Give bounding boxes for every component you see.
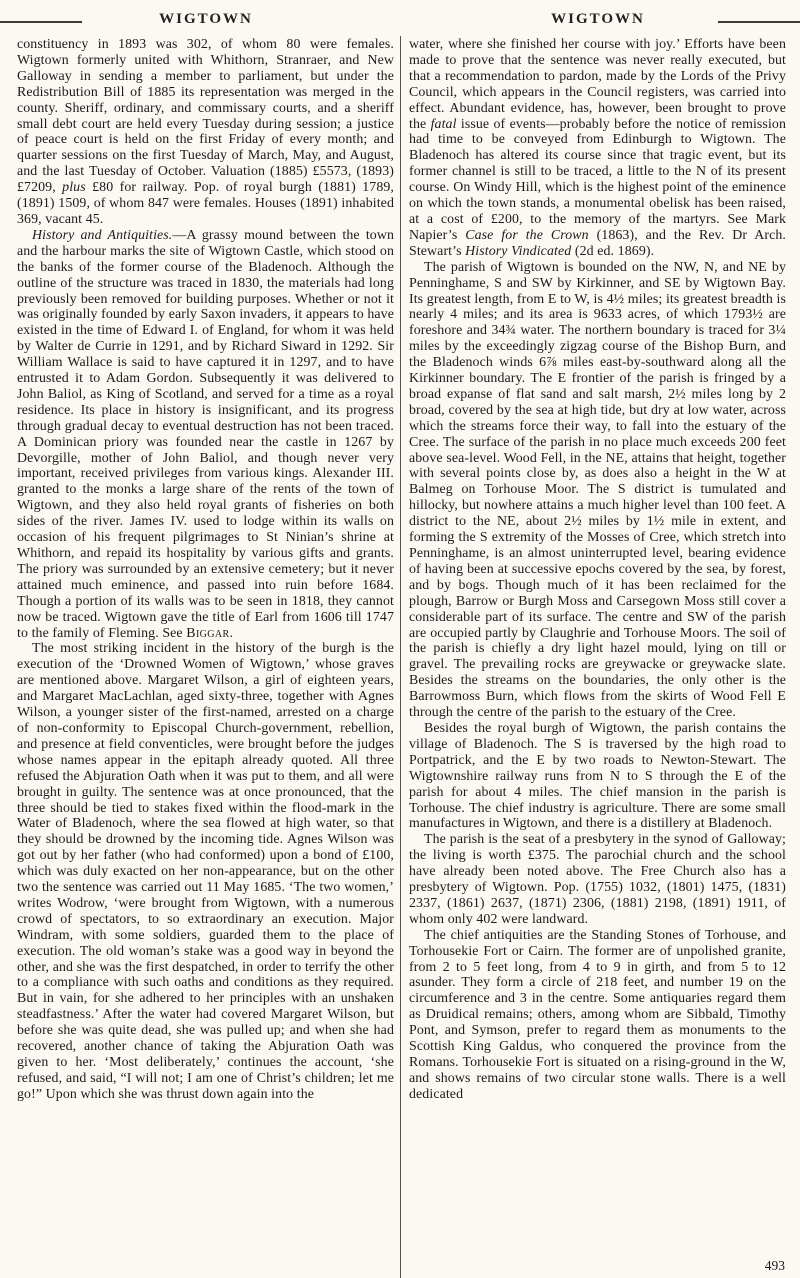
page-number: 493 — [764, 1258, 785, 1273]
text-segment: Biggar — [186, 625, 230, 641]
running-head-left: WIGTOWN — [159, 11, 253, 27]
paragraph — [409, 37, 786, 260]
text-segment: History and Antiquities. — [32, 227, 173, 243]
text-segment: Case for the Crown — [465, 227, 589, 243]
column-divider — [400, 36, 401, 1278]
text-segment: —A grassy mound between the town and the harbour marks the site of Wigtown Castle, which stood on the banks of the former course of the Bladenoch. Although the outline of the structure was traced in 1830, the materials had long previously been removed for building purposes. Whether or not it was originally founded by early Saxon invaders, it appears to have existed in the time of Edward I. of England, for whom it was held by Walter de Currie in 1291, and by Richard Siward in 1292. Sir William Wallace is said to have captured it in 1297, and to have entrusted it to Adam Gordon. Subsequently it was delivered to John Baliol, as King of Scotland, and served for a time as a royal residence. Its place in history is insignificant, and its progress through gradual decay to eventual destruction has not been traced. A Dominican priory was founded near the castle in 1267 by Devorgille, mother of John Baliol, and though never very important, received privileges from various kings. Alexander III. granted to the monks a large share of the rents of the town of Wigtown, and they also held royal grants of fisheries on both sides of the river. James IV. used to lodge within its walls on occasion of his frequent pilgrimages to St Ninian’s shrine at Whithorn, and repaid its hospitality by various gifts and grants. The priory was surrounded by an extensive cemetery; but it never attained much eminence, and passed into ruin before 1684. Though a portion of its walls was to be seen in 1818, they cannot now be traced. Wigtown gave the title of Earl from 1606 till 1747 to the family of Fleming. See — [17, 227, 395, 641]
text-segment: (2d ed. 1869). — [571, 243, 655, 259]
text-column-right — [409, 37, 786, 1103]
text-segment: water, where she finished her course with joy.’ Efforts have been made to prove that the sentence was never really executed, but that a recommendation to pardon, made by the Lords of the Privy Council, which appears in the Council registers, was carried into effect. Abundant evidence, has, however, been brought to prove the — [409, 37, 786, 132]
text-segment: The parish of Wigtown is bounded on the NW, N, and NE by Penninghame, S and SW by Kirkinner, and SE by Wigtown Bay. Its greatest length, from E to W, is 4½ miles; its greatest breadth is nearly 4 miles; and its area is 9633 acres, of which 1793½ are foreshore and 34¾ water. The northern boundary is traced for 3¼ miles by the exceedingly zigzag course of the Bishop Burn, and the Bladenoch winds 6⅞ miles east-by-southward along all the Kirkinner boundary. The E frontier of the parish is fringed by a broad expanse of flat sand and salt marsh, 2½ miles long by 2 broad, covered by the sea at high tide, but dry at low water, across which the streams force their way, to fall into the estuary of the Cree. The surface of the parish in no place much exceeds 200 feet above sea-level. Wood Fell, in the NE, attains that height, together with several points close by, as does also a height in the W at Balmeg on Torhouse Moor. The S district is tumulated and hillocky, but nowhere attains a much higher level than 100 feet. A district to the NE, about 2½ miles by 1½ mile in extent, and forming the S extremity of the Mosses of Cree, which stretch into Penninghame, is an almost uninterrupted level, bearing evidence of having been at successive epochs covered by the sea, by forest, and by bogs. Though much of it has been reclaimed for the plough, Barrow or Burgh Moss and Carsegown Moss still cover a considerable part of its surface. The centre and SW of the parish are occupied partly by Claughrie and Torhouse Moors. The soil of the parish is chiefly a dry light hazel mould, lying on till or gravel. The prevailing rocks are greywacke or greywacke slate. Besides the streams on the boundaries, the only other is the Barrowmoss Burn, which flows from the skirts of Wood Fell E through the centre of the parish to the estuary of the Cree. — [409, 259, 786, 721]
text-segment: History Vindicated — [465, 243, 572, 259]
paragraph — [17, 641, 394, 1102]
running-head-right: WIGTOWN — [551, 11, 645, 27]
text-segment: issue of events—probably before the notice of remission had time to be conveyed from Edinburgh to Wigtown. The Bladenoch has altered its course since that tragic event, but its former channel is still to be traced, a little to the N of its present course. On Windy Hill, which is the highest point of the eminence on which the town stands, a monumental obelisk has been raised, at a cost of £200, to the memory of the martyrs. See Mark Napier’s — [409, 116, 786, 243]
text-segment: constituency in 1893 was 302, of whom 80 were females. Wigtown formerly united with Whithorn, Stranraer, and New Galloway in sending a member to parliament, but under the Redistribution Bill of 1885 its representation was merged in the county. Sheriff, ordinary, and commissary courts, and a sheriff small debt court are held every Tuesday during session; a justice of peace court is held on the first Friday of every month; and quarter sessions on the first Tuesday of March, May, and August, and the last Tuesday of October. Valuation (1885) £5573, (1893) £7209, — [17, 37, 394, 196]
text-segment: Besides the royal burgh of Wigtown, the parish contains the village of Bladenoch. The S is traversed by the high road to Portpatrick, and the E by two roads to Newton-Stewart. The Wigtownshire railway runs from N to S through the E of the parish for about 4 miles. The chief mansion in the parish is Torhouse. The chief industry is agriculture. There are some small manufactures in Wigtown, and there is a distillery at Bladenoch. — [409, 720, 786, 832]
paragraph — [409, 928, 786, 1103]
text-segment: The chief antiquities are the Standing Stones of Torhouse, and Torhousekie Fort or Cairn. The former are of unpolished granite, from 2 to 5 feet long, from 4 to 9 in girth, and from 5 to 12 asunder. They form a circle of 218 feet, and number 19 on the circumference and 3 in the centre. Some antiquaries regard them as Druidical remains; others, among whom are Sibbald, Timothy Pont, and Symson, prefer to regard them as monuments to the Scottish King Galdus, who conquered the province from the Romans. Torhousekie Fort is situated on a rising-ground in the W, and shows remains of two circular stone walls. There is a well dedicated — [409, 927, 786, 1102]
text-segment: plus — [62, 180, 86, 196]
text-column-left — [17, 37, 394, 1103]
paragraph — [17, 37, 394, 228]
paragraph — [17, 228, 394, 642]
paragraph — [409, 260, 786, 721]
text-segment: . — [229, 625, 234, 641]
paragraph — [409, 721, 786, 832]
text-segment: £80 for railway. Pop. of royal burgh (1881) 1789, (1891) 1509, of whom 847 were females. Houses (1891) inhabited 369, vacant 45. — [17, 180, 395, 227]
text-segment: The most striking incident in the history of the burgh is the execution of the ‘Drowned Women of Wigtown,’ whose graves are mentioned above. Margaret Wilson, a girl of eighteen years, and Margaret MacLachlan, aged sixty-three, together with Agnes Wilson, a younger sister of the first-named, arrested on a charge of non-conformity to Episcopal Church-government, rebellion, and presence at field conventicles, were brought before the judges whose names appear in the epitaph already quoted. All three refused the Abjuration Oath when it was put to them, and all were brought in guilty. The sentence was at once pronounced, that the three should be tied to stakes fixed within the flood-mark in the Water of Bladenoch, where the sea flowed at high water, so that they should be drowned by the incoming tide. Agnes Wilson was got out by her father (who had conformed) upon a bond of £100, which was duly exacted on her non-appearance, but on the other two the sentence was carried out 11 May 1685. ‘The two women,’ writes Wodrow, ‘were brought from Wigtown, with a numerous crowd of spectators, to so extraordinary an execution. Major Windram, with some soldiers, guarded them to the place of execution. The old woman’s stake was a good way in beyond the other, and she was the first despatched, in order to terrify the other to a compliance with such oaths and conditions as they required. But in vain, for she adhered to her principles with an unshaken steadfastness.’ After the water had covered Margaret Wilson, but before she was quite dead, she was pulled up; and when she had recovered, another chance of taking the Abjuration Oath was given to her. ‘Most deliberately,’ continues the account, ‘she refused, and said, “I will not; I am one of Christ’s children; let me go!” Upon which she was thrust down again into the — [17, 641, 394, 1102]
text-segment: The parish is the seat of a presbytery in the synod of Galloway; the living is worth £375. The parochial church and the school have already been noted above. The Free Church also has a presbytery of Wigtown. Pop. (1755) 1032, (1801) 1475, (1831) 2337, (1861) 2637, (1871) 2306, (1881) 2198, (1891) 1911, of whom only 402 were landward. — [409, 832, 786, 927]
text-segment: (1863), and the Rev. Dr Arch. Stewart’s — [409, 227, 786, 259]
text-segment: fatal — [430, 116, 457, 132]
paragraph — [409, 832, 786, 927]
